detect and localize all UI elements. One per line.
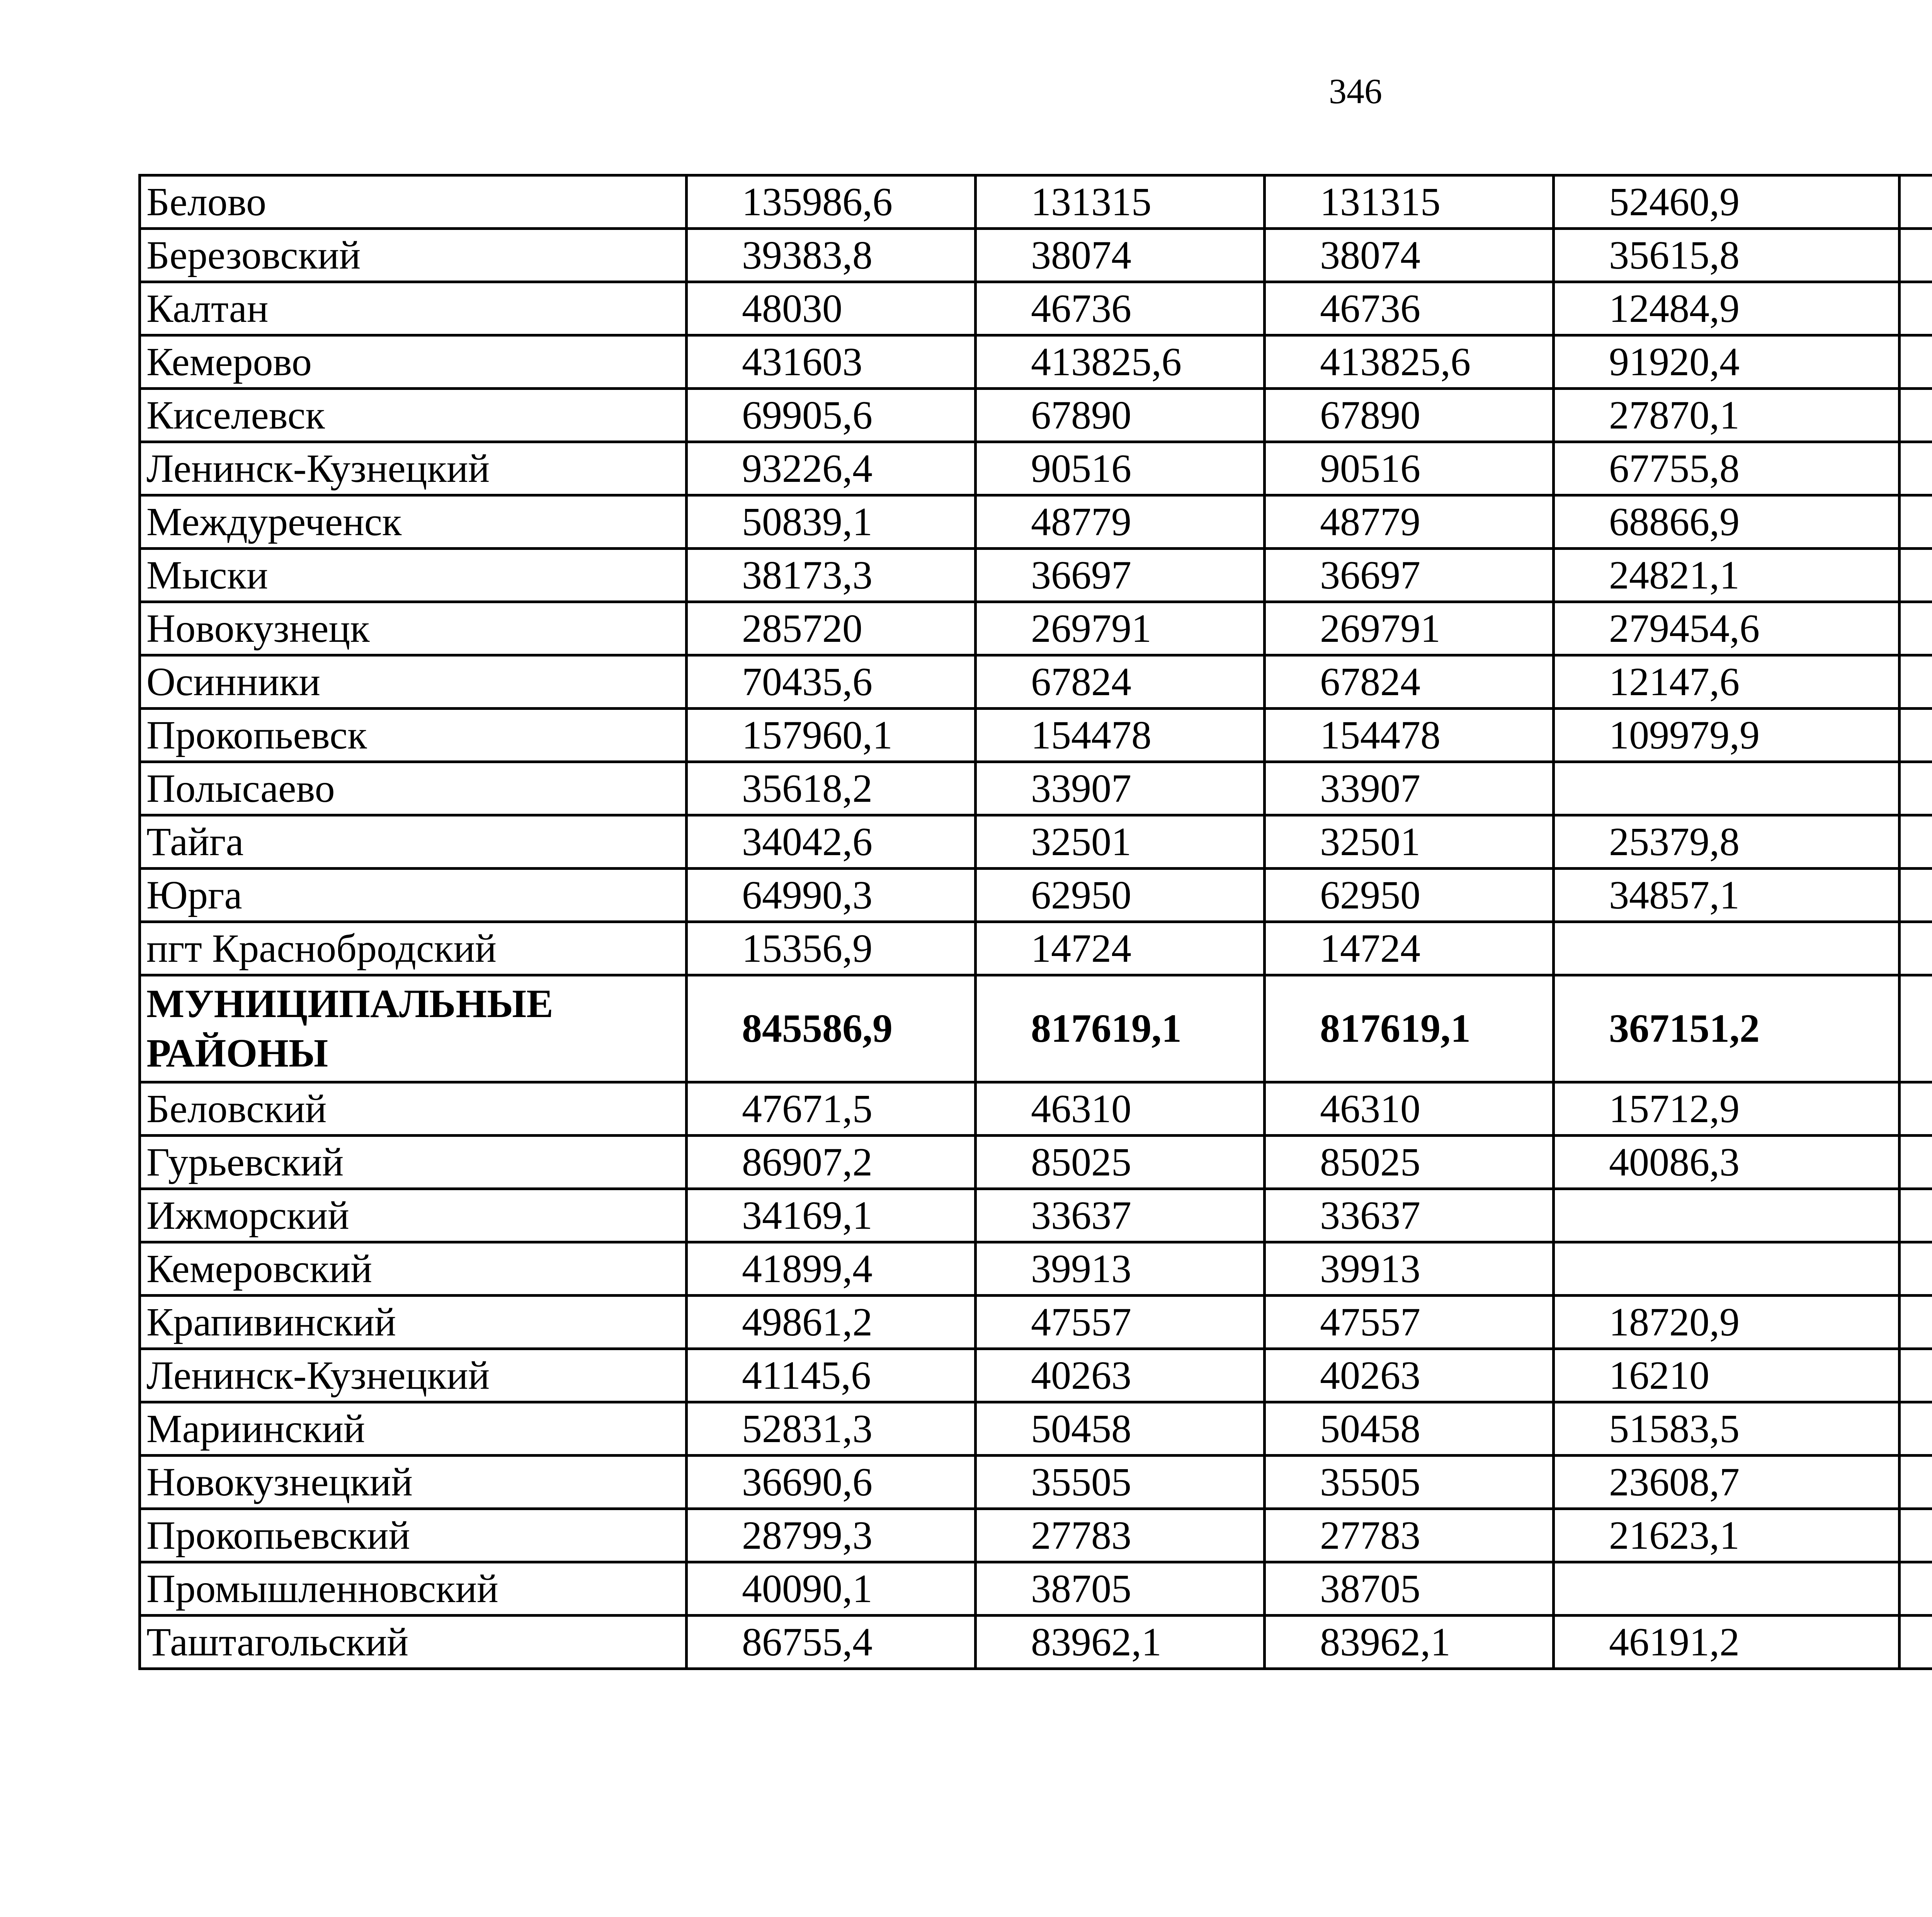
value-cell-col-4: 23608,7	[1554, 1456, 1900, 1509]
value-cell-col-1: 39383,8	[687, 229, 976, 282]
value-cell-col-2: 47557	[976, 1296, 1265, 1349]
value-cell-col-3: 154478	[1265, 709, 1554, 762]
value-cell-col-4: 35615,8	[1554, 229, 1900, 282]
municipality-name-cell: Тайга	[140, 815, 687, 869]
municipality-name-cell: Прокопьевский	[140, 1509, 687, 1562]
value-cell-col-1: 49861,2	[687, 1296, 976, 1349]
table-row	[140, 389, 1932, 442]
value-cell-col-5	[1900, 922, 1932, 975]
value-cell-col-1: 35618,2	[687, 762, 976, 815]
value-cell-col-5	[1900, 1242, 1932, 1296]
municipality-name-cell: Ижморский	[140, 1189, 687, 1242]
value-cell-col-2: 62950	[976, 869, 1265, 922]
value-cell-col-5	[1900, 602, 1932, 655]
value-cell-col-2: 413825,6	[976, 335, 1265, 389]
value-cell-col-4: 21623,1	[1554, 1509, 1900, 1562]
value-cell-col-5	[1900, 549, 1932, 602]
value-cell-col-1: 41899,4	[687, 1242, 976, 1296]
value-cell-col-2: 85025	[976, 1136, 1265, 1189]
value-cell-col-5	[1900, 1296, 1932, 1349]
table-row	[140, 1509, 1932, 1562]
value-cell-col-3: 14724	[1265, 922, 1554, 975]
value-cell-col-3: 67890	[1265, 389, 1554, 442]
value-cell-col-5	[1900, 1509, 1932, 1562]
value-cell-col-4: 24821,1	[1554, 549, 1900, 602]
value-cell-col-3: 35505	[1265, 1456, 1554, 1509]
value-cell-col-5	[1900, 815, 1932, 869]
value-cell-col-4: 109979,9	[1554, 709, 1900, 762]
value-cell-col-3: 46310	[1265, 1082, 1554, 1136]
value-cell-col-1: 50839,1	[687, 495, 976, 549]
value-cell-col-4: 18720,9	[1554, 1296, 1900, 1349]
table-row	[140, 1349, 1932, 1402]
value-cell-col-4: 67755,8	[1554, 442, 1900, 495]
municipality-name-cell: Белово	[140, 175, 687, 229]
table-row	[140, 1189, 1932, 1242]
table-row	[140, 1616, 1932, 1669]
table-row	[140, 602, 1932, 655]
value-cell-col-5	[1900, 762, 1932, 815]
value-cell-col-2: 48779	[976, 495, 1265, 549]
value-cell-col-2: 46736	[976, 282, 1265, 335]
value-cell-col-2: 40263	[976, 1349, 1265, 1402]
table-row	[140, 549, 1932, 602]
value-cell-col-3: 47557	[1265, 1296, 1554, 1349]
value-cell-col-1: 135986,6	[687, 175, 976, 229]
value-cell-col-2: 14724	[976, 922, 1265, 975]
value-cell-col-3: 33907	[1265, 762, 1554, 815]
municipality-name-cell: Гурьевский	[140, 1136, 687, 1189]
value-cell-col-3: 67824	[1265, 655, 1554, 709]
value-cell-col-2: 90516	[976, 442, 1265, 495]
municipality-name-cell: Березовский	[140, 229, 687, 282]
value-cell-col-4: 15712,9	[1554, 1082, 1900, 1136]
value-cell-col-1: 34042,6	[687, 815, 976, 869]
municipality-name-cell: Крапивинский	[140, 1296, 687, 1349]
value-cell-col-1: 845586,9	[687, 975, 976, 1082]
value-cell-col-1: 40090,1	[687, 1562, 976, 1616]
value-cell-col-2: 154478	[976, 709, 1265, 762]
value-cell-col-3: 85025	[1265, 1136, 1554, 1189]
value-cell-col-1: 157960,1	[687, 709, 976, 762]
value-cell-col-3: 413825,6	[1265, 335, 1554, 389]
municipality-name-cell: Ленинск-Кузнецкий	[140, 442, 687, 495]
value-cell-col-4: 34857,1	[1554, 869, 1900, 922]
municipality-name-cell: Таштагольский	[140, 1616, 687, 1669]
value-cell-col-2: 46310	[976, 1082, 1265, 1136]
value-cell-col-5	[1900, 229, 1932, 282]
municipality-name-cell: Кемерово	[140, 335, 687, 389]
value-cell-col-4: 40086,3	[1554, 1136, 1900, 1189]
budget-table	[138, 174, 1932, 1670]
value-cell-col-4: 91920,4	[1554, 335, 1900, 389]
value-cell-col-2: 131315	[976, 175, 1265, 229]
value-cell-col-2: 36697	[976, 549, 1265, 602]
value-cell-col-1: 47671,5	[687, 1082, 976, 1136]
table-row	[140, 495, 1932, 549]
table-row	[140, 1456, 1932, 1509]
value-cell-col-2: 38074	[976, 229, 1265, 282]
municipality-name-cell: МУНИЦИПАЛЬНЫЕ РАЙОНЫ	[140, 975, 687, 1082]
value-cell-col-3: 39913	[1265, 1242, 1554, 1296]
value-cell-col-4: 12147,6	[1554, 655, 1900, 709]
value-cell-col-5	[1900, 1189, 1932, 1242]
value-cell-col-1: 36690,6	[687, 1456, 976, 1509]
value-cell-col-1: 86907,2	[687, 1136, 976, 1189]
value-cell-col-2: 33907	[976, 762, 1265, 815]
value-cell-col-3: 36697	[1265, 549, 1554, 602]
municipality-name-cell: Междуреченск	[140, 495, 687, 549]
value-cell-col-4	[1554, 1242, 1900, 1296]
value-cell-col-1: 48030	[687, 282, 976, 335]
value-cell-col-4	[1554, 1189, 1900, 1242]
table-row	[140, 1296, 1932, 1349]
value-cell-col-1: 52831,3	[687, 1402, 976, 1456]
value-cell-col-1: 15356,9	[687, 922, 976, 975]
table-row	[140, 869, 1932, 922]
value-cell-col-4: 52460,9	[1554, 175, 1900, 229]
value-cell-col-1: 38173,3	[687, 549, 976, 602]
value-cell-col-3: 38705	[1265, 1562, 1554, 1616]
municipality-name-cell: Мариинский	[140, 1402, 687, 1456]
value-cell-col-5	[1900, 389, 1932, 442]
value-cell-col-5	[1900, 335, 1932, 389]
municipality-name-cell: Новокузнецкий	[140, 1456, 687, 1509]
value-cell-col-2: 39913	[976, 1242, 1265, 1296]
value-cell-col-5	[1900, 1082, 1932, 1136]
value-cell-col-4: 367151,2	[1554, 975, 1900, 1082]
table-row	[140, 335, 1932, 389]
value-cell-col-1: 431603	[687, 335, 976, 389]
value-cell-col-5	[1900, 495, 1932, 549]
value-cell-col-3: 269791	[1265, 602, 1554, 655]
table-row	[140, 1136, 1932, 1189]
value-cell-col-3: 817619,1	[1265, 975, 1554, 1082]
table-row	[140, 1242, 1932, 1296]
table-row	[140, 815, 1932, 869]
value-cell-col-3: 62950	[1265, 869, 1554, 922]
value-cell-col-4: 27870,1	[1554, 389, 1900, 442]
value-cell-col-3: 48779	[1265, 495, 1554, 549]
value-cell-col-5	[1900, 975, 1932, 1082]
municipality-name-cell: Новокузнецк	[140, 602, 687, 655]
table-row	[140, 229, 1932, 282]
value-cell-col-3: 40263	[1265, 1349, 1554, 1402]
value-cell-col-2: 67824	[976, 655, 1265, 709]
table-row	[140, 762, 1932, 815]
value-cell-col-2: 817619,1	[976, 975, 1265, 1082]
value-cell-col-5	[1900, 282, 1932, 335]
value-cell-col-1: 64990,3	[687, 869, 976, 922]
value-cell-col-5	[1900, 1136, 1932, 1189]
value-cell-col-5	[1900, 655, 1932, 709]
value-cell-col-1: 34169,1	[687, 1189, 976, 1242]
municipality-name-cell: Осинники	[140, 655, 687, 709]
value-cell-col-4: 46191,2	[1554, 1616, 1900, 1669]
value-cell-col-1: 70435,6	[687, 655, 976, 709]
value-cell-col-2: 33637	[976, 1189, 1265, 1242]
municipality-name-cell: Прокопьевск	[140, 709, 687, 762]
municipality-name-cell: Полысаево	[140, 762, 687, 815]
value-cell-col-5	[1900, 709, 1932, 762]
value-cell-col-5	[1900, 869, 1932, 922]
value-cell-col-2: 83962,1	[976, 1616, 1265, 1669]
value-cell-col-3: 90516	[1265, 442, 1554, 495]
municipality-name-cell: Кемеровский	[140, 1242, 687, 1296]
value-cell-col-4	[1554, 922, 1900, 975]
table-row	[140, 442, 1932, 495]
municipality-name-cell: пгт Краснобродский	[140, 922, 687, 975]
value-cell-col-4: 51583,5	[1554, 1402, 1900, 1456]
value-cell-col-5	[1900, 1562, 1932, 1616]
page-number: 346	[1329, 71, 1382, 111]
municipality-name-cell: Беловский	[140, 1082, 687, 1136]
value-cell-col-1: 41145,6	[687, 1349, 976, 1402]
value-cell-col-5	[1900, 442, 1932, 495]
value-cell-col-2: 35505	[976, 1456, 1265, 1509]
value-cell-col-3: 46736	[1265, 282, 1554, 335]
table-row	[140, 655, 1932, 709]
value-cell-col-2: 38705	[976, 1562, 1265, 1616]
value-cell-col-2: 269791	[976, 602, 1265, 655]
table-row	[140, 922, 1932, 975]
value-cell-col-2: 50458	[976, 1402, 1265, 1456]
table-row	[140, 709, 1932, 762]
table-row	[140, 175, 1932, 229]
table-row	[140, 1402, 1932, 1456]
table-row	[140, 1082, 1932, 1136]
value-cell-col-5	[1900, 1456, 1932, 1509]
value-cell-col-3: 33637	[1265, 1189, 1554, 1242]
value-cell-col-4: 16210	[1554, 1349, 1900, 1402]
value-cell-col-4: 68866,9	[1554, 495, 1900, 549]
value-cell-col-5	[1900, 1349, 1932, 1402]
value-cell-col-5	[1900, 175, 1932, 229]
value-cell-col-4: 25379,8	[1554, 815, 1900, 869]
value-cell-col-2: 27783	[976, 1509, 1265, 1562]
table-row-total	[140, 975, 1932, 1082]
value-cell-col-4	[1554, 762, 1900, 815]
municipality-name-cell: Калтан	[140, 282, 687, 335]
value-cell-col-5	[1900, 1616, 1932, 1669]
value-cell-col-3: 27783	[1265, 1509, 1554, 1562]
value-cell-col-2: 67890	[976, 389, 1265, 442]
value-cell-col-3: 131315	[1265, 175, 1554, 229]
value-cell-col-5	[1900, 1402, 1932, 1456]
value-cell-col-3: 32501	[1265, 815, 1554, 869]
value-cell-col-1: 69905,6	[687, 389, 976, 442]
value-cell-col-4: 279454,6	[1554, 602, 1900, 655]
value-cell-col-1: 285720	[687, 602, 976, 655]
municipality-name-cell: Ленинск-Кузнецкий	[140, 1349, 687, 1402]
value-cell-col-2: 32501	[976, 815, 1265, 869]
municipality-name-cell: Промышленновский	[140, 1562, 687, 1616]
municipality-name-cell: Киселевск	[140, 389, 687, 442]
table-row	[140, 1562, 1932, 1616]
value-cell-col-1: 86755,4	[687, 1616, 976, 1669]
value-cell-col-3: 38074	[1265, 229, 1554, 282]
table-body	[140, 175, 1932, 1669]
municipality-name-cell: Мыски	[140, 549, 687, 602]
value-cell-col-1: 28799,3	[687, 1509, 976, 1562]
value-cell-col-1: 93226,4	[687, 442, 976, 495]
table-row	[140, 282, 1932, 335]
value-cell-col-4	[1554, 1562, 1900, 1616]
value-cell-col-3: 50458	[1265, 1402, 1554, 1456]
municipality-name-cell: Юрга	[140, 869, 687, 922]
value-cell-col-4: 12484,9	[1554, 282, 1900, 335]
value-cell-col-3: 83962,1	[1265, 1616, 1554, 1669]
